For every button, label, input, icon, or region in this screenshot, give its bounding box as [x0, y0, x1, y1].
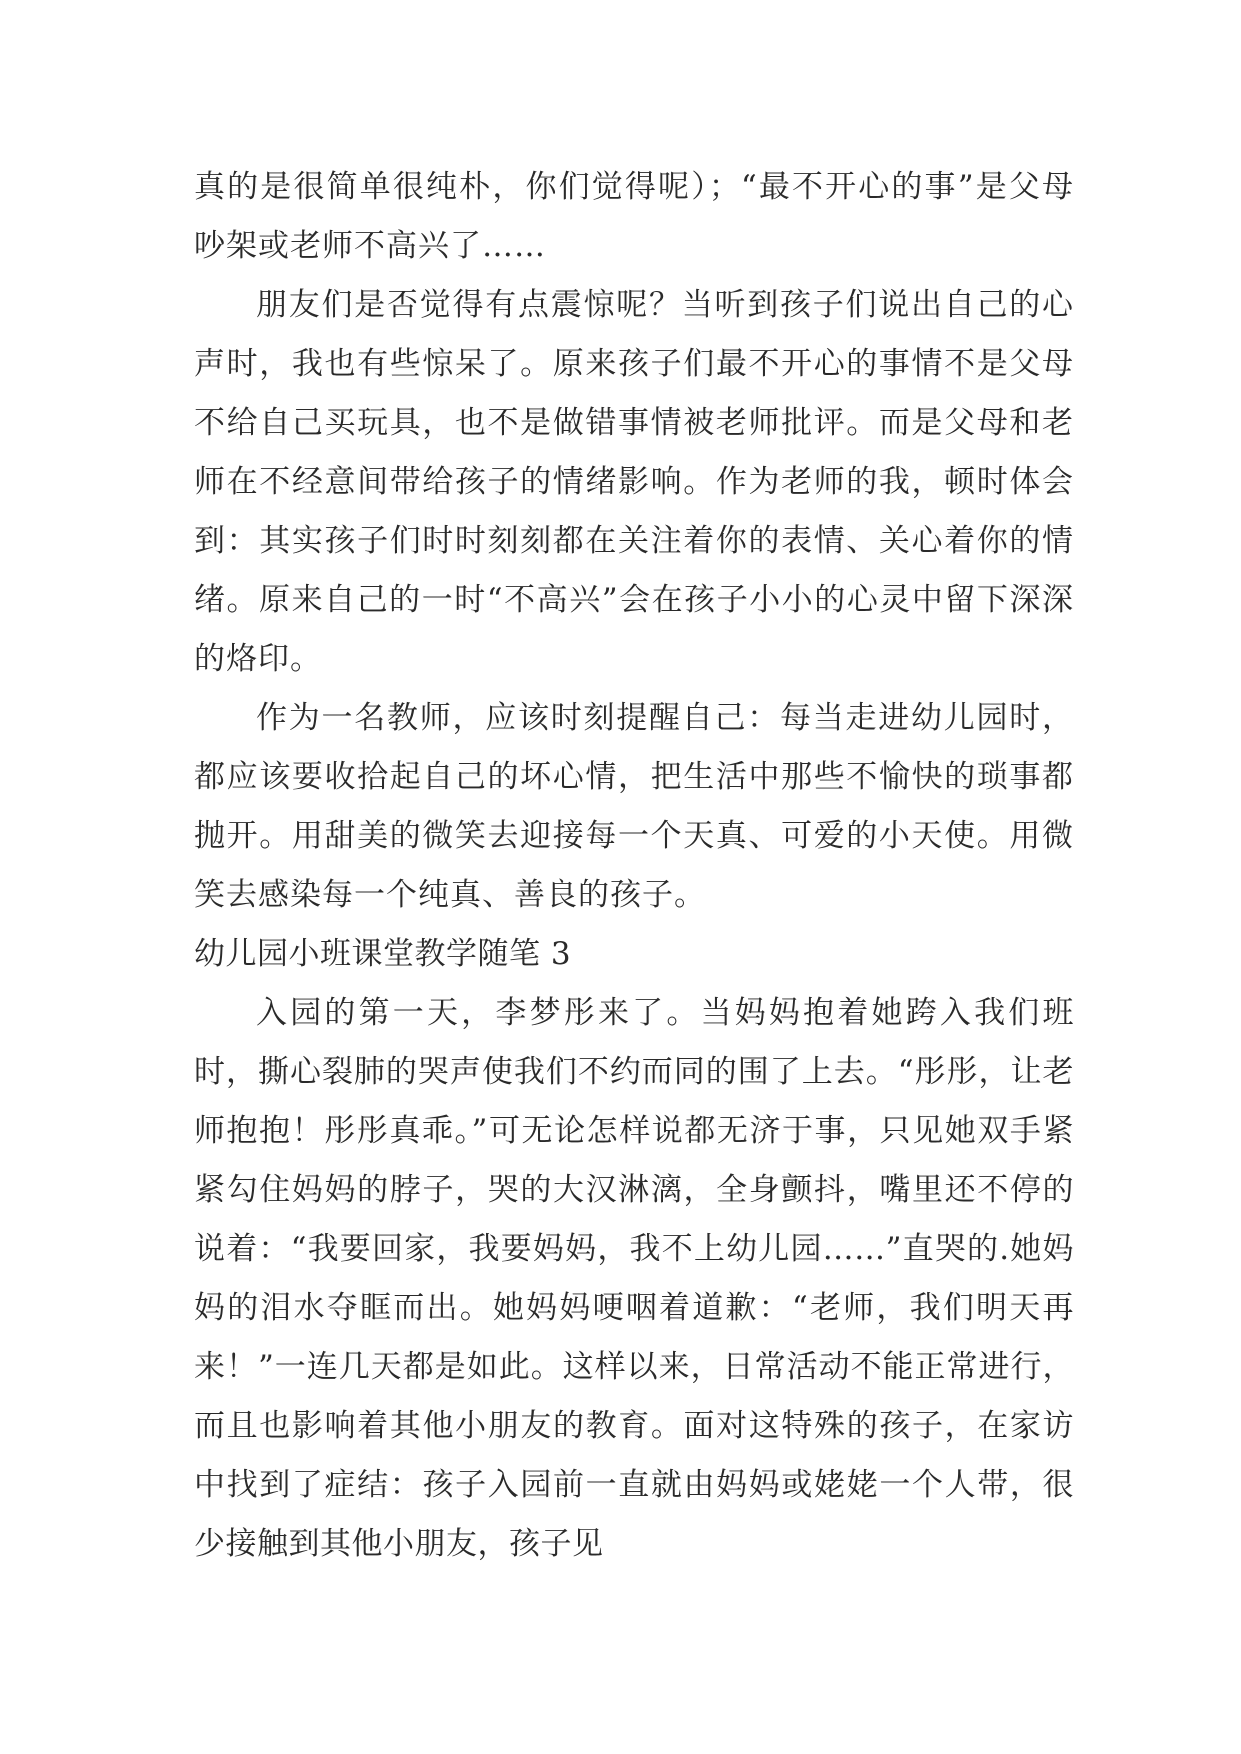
paragraph-continuation: 真的是很简单很纯朴，你们觉得呢）；“最不开心的事”是父母吵架或老师不高兴了…… — [194, 169, 1074, 264]
document-page — [194, 158, 1074, 1574]
paragraph-reflection: 朋友们是否觉得有点震惊呢？当听到孩子们说出自己的心声时，我也有些惊呆了。原来孩子们最不开心的事情不是父母不给自己买玩具，也不是做错事情被老师批评。而是父母和老师在不经意间带给孩子的情绪影响。作为老师的我，顿时体会到：其实孩子们时时刻刻都在关注着你的表情、关心着你的情绪。原来自己的一时“不高兴”会在孩子小小的心灵中留下深深的烙印。 — [194, 287, 1074, 677]
paragraph-teacher-reminder: 作为一名教师，应该时刻提醒自己：每当走进幼儿园时，都应该要收拾起自己的坏心情，把生活中那些不愉快的琐事都抛开。用甜美的微笑去迎接每一个天真、可爱的小天使。用微笑去感染每一个纯真、善良的孩子。 — [194, 700, 1074, 913]
paragraph-first-day: 入园的第一天，李梦彤来了。当妈妈抱着她跨入我们班时，撕心裂肺的哭声使我们不约而同的围了上去。“彤彤，让老师抱抱！彤彤真乖。”可无论怎样说都无济于事，只见她双手紧紧勾住妈妈的脖子，哭的大汉淋漓，全身颤抖，嘴里还不停的说着：“我要回家，我要妈妈，我不上幼儿园……”直哭的.她妈妈的泪水夺眶而出。她妈妈哽咽着道歉：“老师，我们明天再来！”一连几天都是如此。这样以来，日常活动不能正常进行，而且也影响着其他小朋友的教育。面对这特殊的孩子，在家访中找到了症结：孩子入园前一直就由妈妈或姥姥一个人带，很少接触到其他小朋友，孩子见 — [194, 995, 1074, 1562]
section-title: 幼儿园小班课堂教学随笔 3 — [194, 936, 572, 972]
